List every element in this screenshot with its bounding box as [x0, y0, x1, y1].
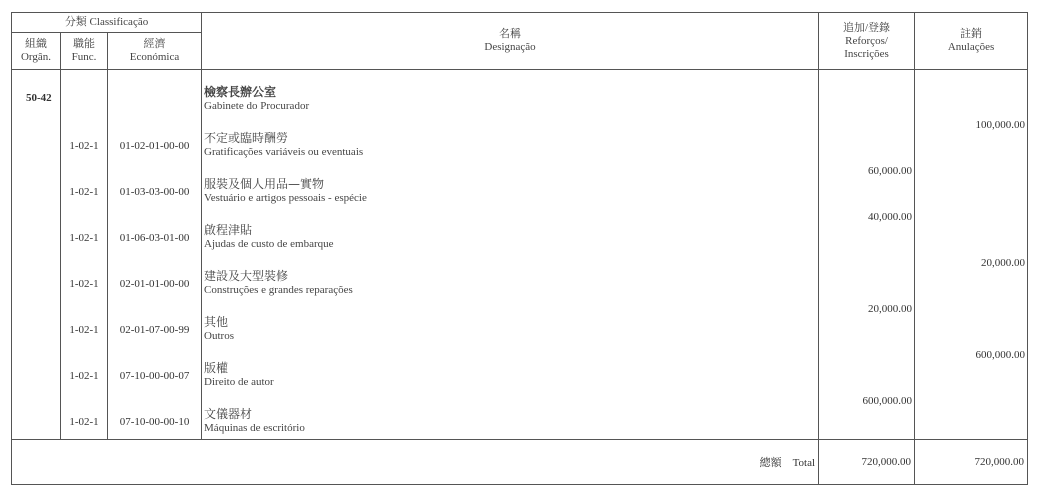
function-header-zh: 職能	[73, 38, 95, 50]
reinforcements-column	[819, 70, 915, 440]
function-code: 1-02-1	[69, 324, 99, 336]
reinforcements-header-pt1: Reforços/	[845, 34, 888, 47]
designation-zh: 不定或臨時酬勞	[204, 131, 289, 145]
line-designation	[202, 209, 818, 255]
economic-code: 02-01-07-00-99	[119, 324, 190, 336]
line-designation	[202, 255, 818, 301]
line-designation	[202, 301, 818, 347]
function-code: 1-02-1	[69, 232, 99, 244]
designation-zh: 版權	[204, 361, 229, 375]
cancellation-amount	[915, 301, 1027, 347]
line-designation	[202, 393, 818, 439]
line-designation	[202, 347, 818, 393]
reinforcement-amount: 600,000.00	[862, 395, 913, 407]
economic-code: 02-01-01-00-00	[119, 278, 190, 290]
reinforcements-header-zh: 追加/登錄	[843, 21, 891, 34]
cancellation-amount	[915, 163, 1027, 209]
organ-column	[12, 70, 61, 440]
organ-header-zh: 組織	[25, 38, 47, 50]
cancellations-header	[915, 13, 1028, 70]
line-designation	[202, 163, 818, 209]
reinforcement-amount: 60,000.00	[868, 165, 913, 177]
reinforcements-header	[819, 13, 915, 70]
function-code: 1-02-1	[69, 416, 99, 428]
total-reinforcements: 720,000.00	[819, 440, 915, 485]
economic-header	[108, 33, 202, 70]
economic-code: 01-02-01-00-00	[119, 140, 190, 152]
economic-code: 07-10-00-00-10	[119, 416, 190, 428]
organ-designation	[202, 70, 818, 117]
economic-header-pt: Económica	[129, 51, 180, 63]
function-code: 1-02-1	[69, 370, 99, 382]
cancellation-amount: 600,000.00	[975, 349, 1026, 361]
budget-table-sheet	[11, 12, 1027, 490]
reinforcement-amount	[819, 255, 914, 301]
economic-code: 01-06-03-01-00	[119, 232, 190, 244]
economic-header-zh: 經濟	[143, 38, 166, 50]
reinforcement-amount	[819, 117, 914, 163]
function-header-pt: Func.	[71, 51, 97, 63]
designation-zh: 建設及大型裝修	[204, 269, 289, 283]
function-code: 1-02-1	[69, 186, 99, 198]
designation-pt: Vestuário e artigos pessoais - espécie	[204, 192, 367, 204]
organ-header	[12, 33, 61, 70]
designation-zh: 服裝及個人用品—實物	[204, 177, 325, 191]
reinforcement-amount: 40,000.00	[868, 211, 913, 223]
reinforcement-amount	[819, 347, 914, 393]
cancellation-amount: 100,000.00	[975, 119, 1026, 131]
economic-column	[108, 70, 202, 440]
designation-pt: Gratificações variáveis ou eventuais	[204, 146, 364, 158]
reinforcement-amount: 20,000.00	[868, 303, 913, 315]
function-header	[61, 33, 108, 70]
designation-column	[202, 70, 819, 440]
cancellations-header-zh: 註銷	[960, 28, 983, 40]
designation-pt: Outros	[204, 330, 234, 342]
designation-pt: Direito de autor	[204, 376, 274, 388]
total-row	[12, 440, 1028, 485]
reinforcements-header-pt2: Inscrições	[844, 47, 889, 60]
economic-code: 01-03-03-00-00	[119, 186, 190, 198]
classification-header: 分類 Classificação	[12, 13, 202, 33]
organ-name-zh: 檢察長辦公室	[204, 84, 277, 99]
cancellation-amount: 20,000.00	[981, 257, 1026, 269]
cancellation-amount	[915, 209, 1027, 255]
designation-zh: 文儀器材	[204, 407, 253, 421]
designation-pt: Máquinas de escritório	[204, 422, 305, 434]
total-label: 總額 Total	[12, 440, 819, 485]
designation-header-zh: 名稱	[499, 28, 522, 40]
cancellations-header-pt: Anulações	[947, 41, 995, 53]
designation-zh: 啟程津貼	[204, 223, 253, 237]
function-code: 1-02-1	[69, 140, 99, 152]
designation-zh: 其他	[204, 315, 229, 329]
line-designation	[202, 117, 818, 163]
cancellations-column	[915, 70, 1028, 440]
function-code: 1-02-1	[69, 278, 99, 290]
designation-pt: Construções e grandes reparações	[204, 284, 353, 296]
function-column	[61, 70, 108, 440]
budget-table	[11, 12, 1028, 485]
economic-code: 07-10-00-00-07	[119, 370, 190, 382]
organ-name-pt: Gabinete do Procurador	[204, 99, 310, 112]
designation-pt: Ajudas de custo de embarque	[204, 238, 334, 250]
total-cancellations: 720,000.00	[915, 440, 1028, 485]
organ-code: 50-42	[26, 91, 52, 104]
designation-header	[202, 13, 819, 70]
cancellation-amount	[915, 393, 1027, 439]
designation-header-pt: Designação	[484, 41, 536, 53]
organ-header-pt: Orgân.	[20, 51, 52, 63]
